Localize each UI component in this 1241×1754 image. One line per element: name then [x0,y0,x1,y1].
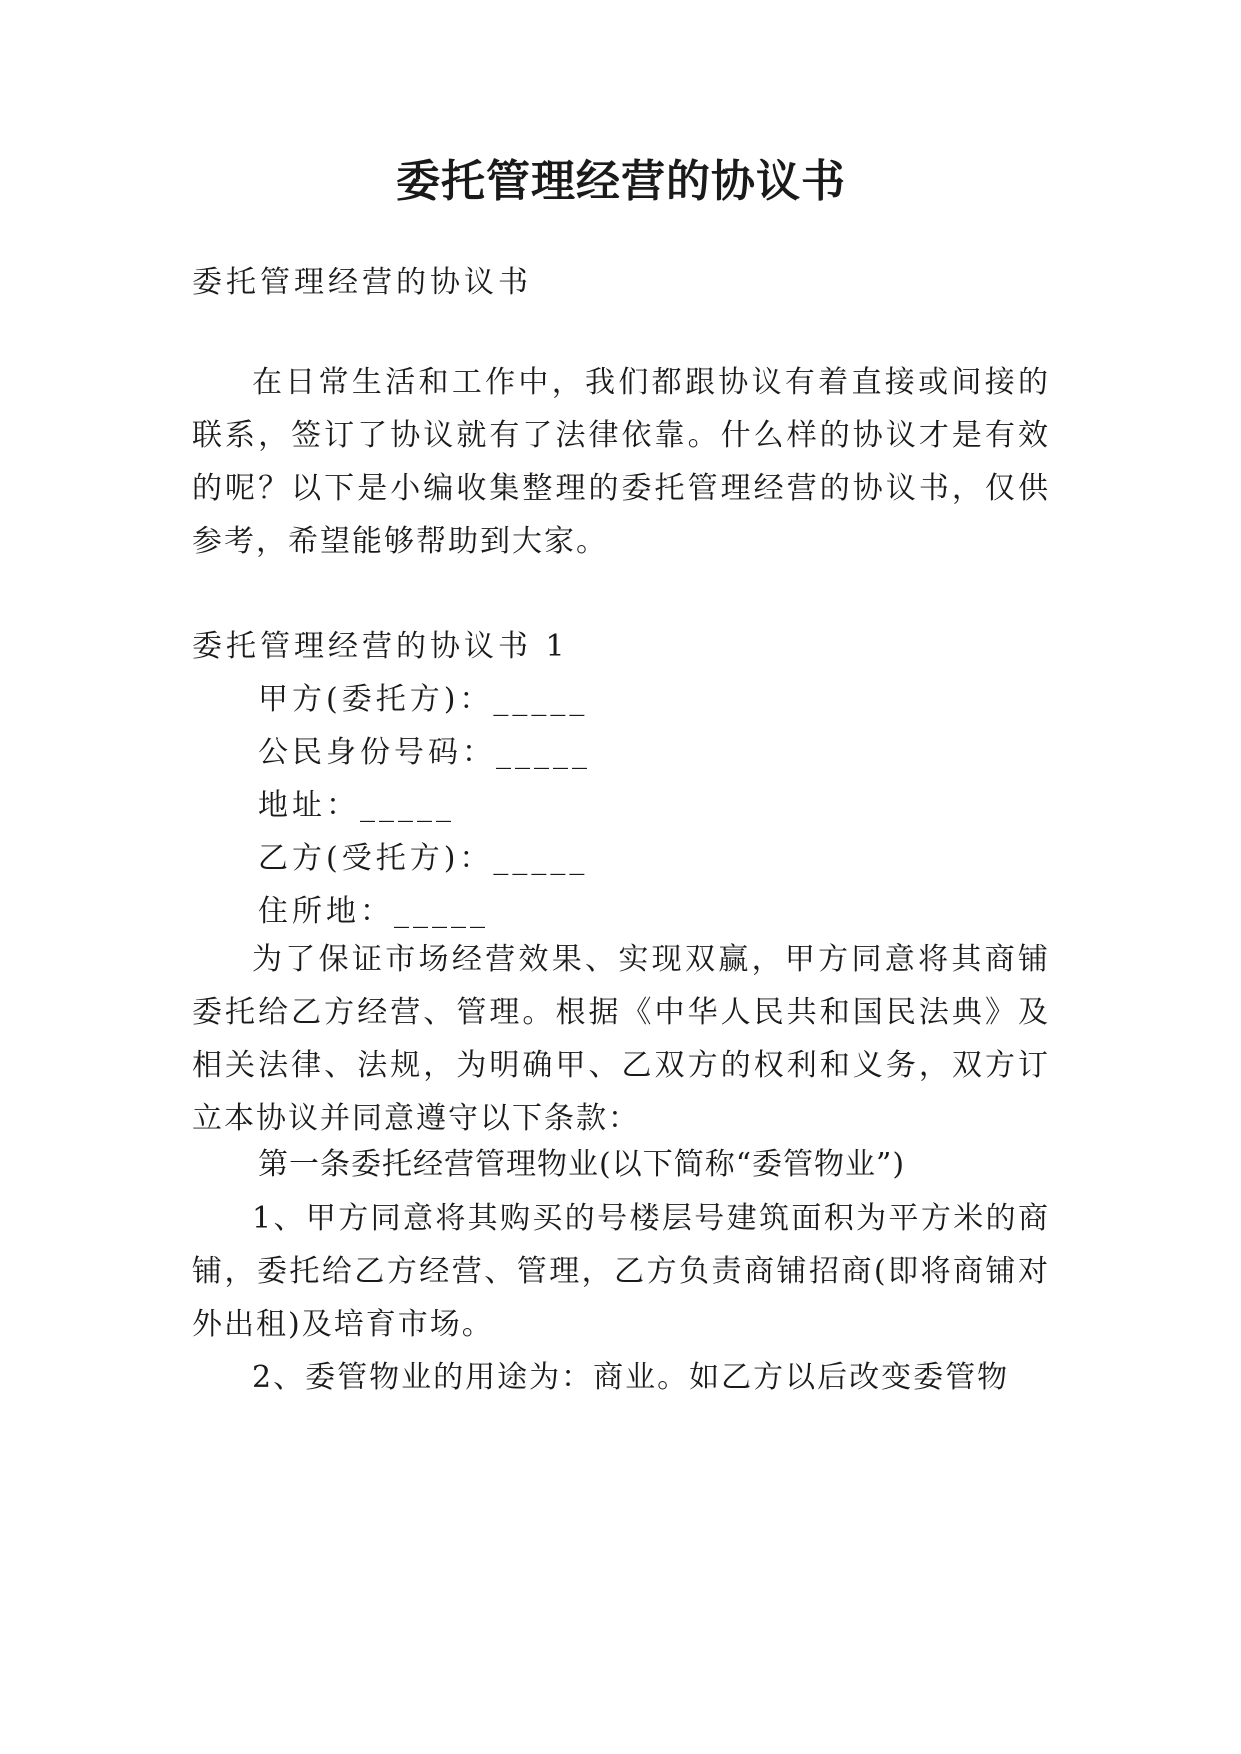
field-party-b: 乙方(受托方)：_____ [258,841,589,876]
intro-paragraph: 在日常生活和工作中，我们都跟协议有着直接或间接的联系，签订了协议就有了法律依靠。什么样的协议才是有效的呢？以下是小编收集整理的委托管理经营的协议书，仅供参考，希望能够帮助到大家。 [192,365,1050,559]
article-1-title: 第一条委托经营管理物业(以下简称“委管物业”) [258,1147,906,1182]
clause-2-paragraph: 2、委管物业的用途为：商业。如乙方以后改变委管物 [252,1360,1010,1395]
preamble-paragraph: 为了保证市场经营效果、实现双赢，甲方同意将其商铺委托给乙方经营、管理。根据《中华人民共和国民法典》及相关法律、法规，为明确甲、乙双方的权利和义务，双方订立本协议并同意遵守以下条款： [192,942,1050,1136]
clause-1-paragraph: 1、甲方同意将其购买的号楼层号建筑面积为平方米的商铺，委托给乙方经营、管理，乙方负责商铺招商(即将商铺对外出租)及培育市场。 [192,1201,1050,1342]
field-address: 地址：_____ [258,788,455,823]
section-title: 委托管理经营的协议书 1 [192,629,569,664]
document-title: 委托管理经营的协议书 [396,156,846,207]
document-subtitle: 委托管理经营的协议书 [192,265,532,300]
field-party-a: 甲方(委托方)：_____ [258,682,589,717]
field-id-number: 公民身份号码：_____ [258,735,591,770]
field-residence: 住所地：_____ [258,894,489,929]
